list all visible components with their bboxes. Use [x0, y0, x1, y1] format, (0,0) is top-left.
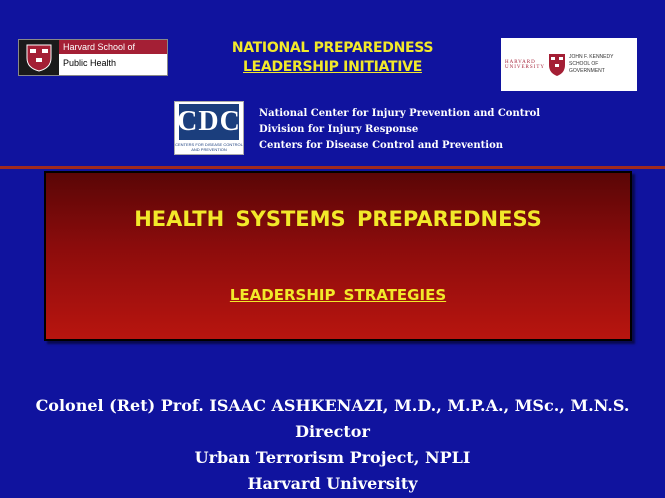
cdc-affiliation — [259, 106, 540, 154]
npli-title-line1: NATIONAL PREPAREDNESS — [231, 40, 434, 56]
presenter-name: Colonel (Ret) Prof. ISAAC ASHKENAZI, M.D., M.P.A., MSc., M.N.S. — [35, 396, 630, 415]
presenter-project: Urban Terrorism Project, NPLI — [194, 448, 471, 467]
cdc-affiliation-line: Division for Injury Response — [259, 124, 419, 135]
cdc-affiliation-line: National Center for Injury Prevention and Control — [259, 108, 541, 119]
title-box — [44, 171, 632, 341]
presenter-role: Director — [295, 422, 370, 441]
npli-title — [180, 39, 485, 77]
header-divider — [0, 166, 665, 169]
slide-subtitle: LEADERSHIP STRATEGIES — [229, 286, 447, 304]
presenter-credits — [0, 393, 665, 497]
cdc-logo-sub: CENTERS FOR DISEASE CONTROL AND PREVENTION — [175, 142, 243, 152]
hsph-logo — [18, 39, 168, 76]
slide-title: HEALTH SYSTEMS PREPAREDNESS — [134, 207, 542, 231]
npli-title-line2: LEADERSHIP INITIATIVE — [243, 59, 422, 75]
hks-logo-harvard: HARVARD UNIVERSITY — [505, 59, 545, 70]
hks-shield-icon — [548, 53, 566, 77]
hks-logo-school-line2: SCHOOL OF GOVERNMENT — [569, 61, 605, 74]
cdc-logo-mark: CDC — [179, 104, 239, 140]
hks-logo — [501, 38, 637, 91]
hsph-logo-line1: Harvard School of — [59, 40, 167, 54]
cdc-logo — [174, 101, 244, 155]
hsph-logo-line2: Public Health — [59, 54, 167, 72]
cdc-affiliation-line: Centers for Disease Control and Prevention — [259, 140, 504, 151]
hks-logo-school-line1: JOHN F. KENNEDY — [569, 54, 614, 60]
presenter-institution: Harvard University — [247, 474, 418, 493]
harvard-shield-icon — [19, 40, 59, 75]
